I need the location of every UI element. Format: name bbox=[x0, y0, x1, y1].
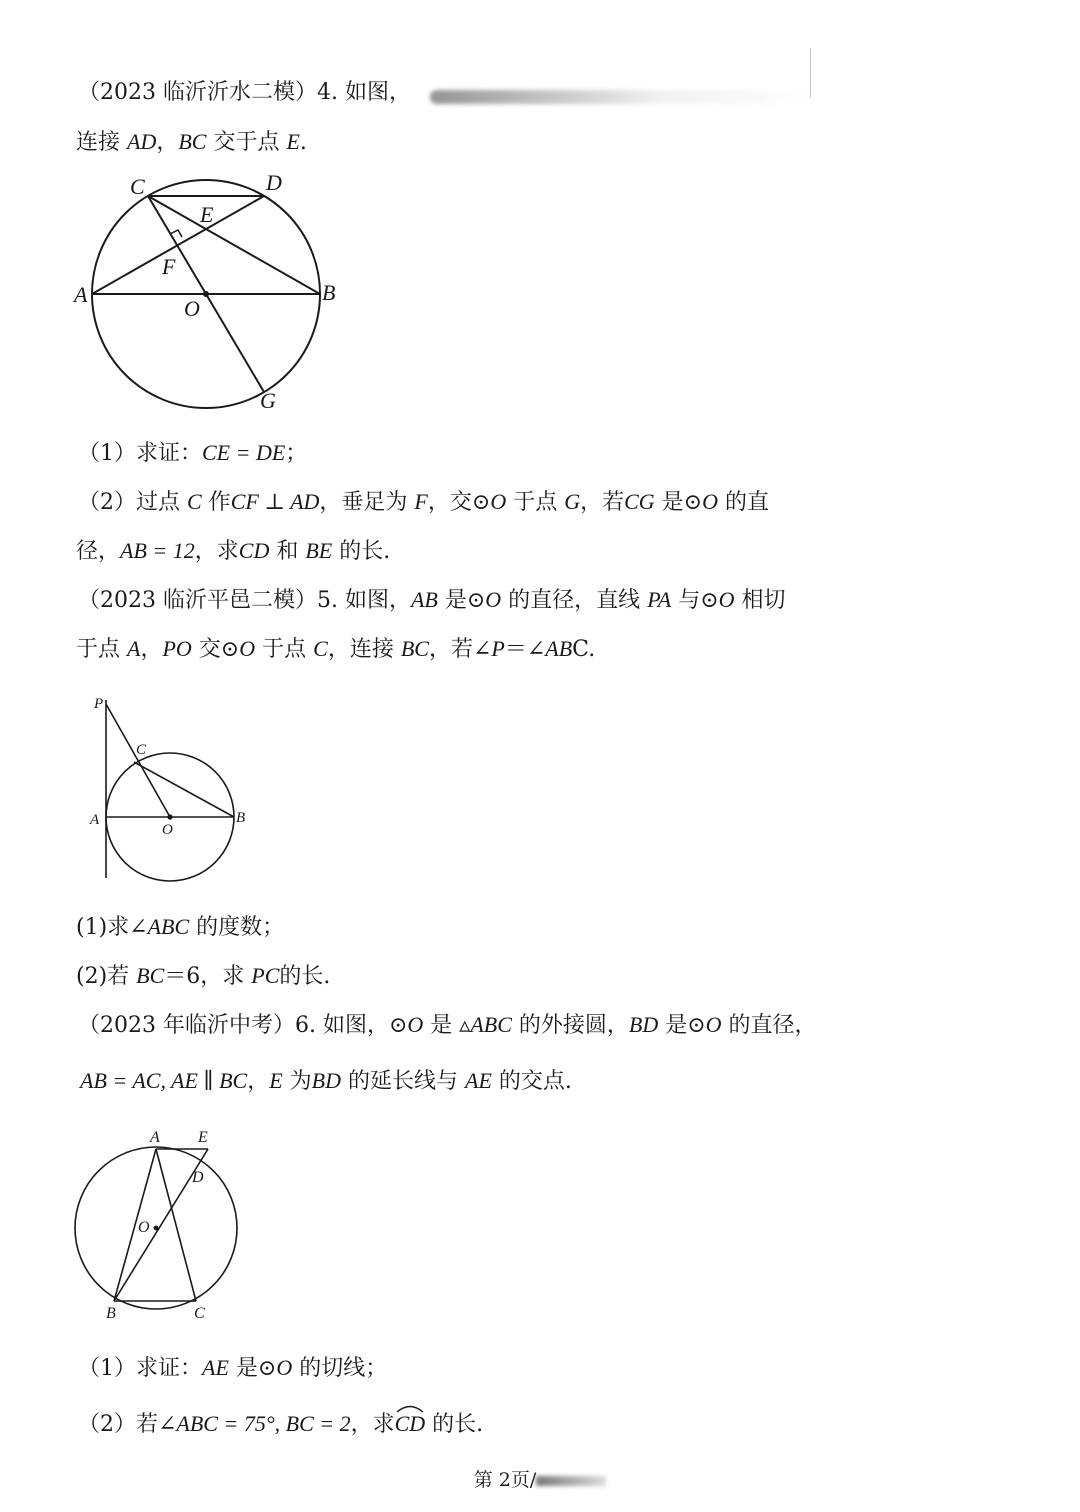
redacted-total bbox=[536, 1476, 606, 1486]
edge-mark bbox=[810, 48, 811, 98]
q5-part1: (1)求∠ABC 的度数； bbox=[76, 914, 285, 940]
arc-cd: CD bbox=[395, 1409, 426, 1439]
q4-label-b: B bbox=[322, 280, 336, 305]
q6-label-o: O bbox=[138, 1219, 150, 1236]
q6-label-e: E bbox=[198, 1129, 208, 1146]
q6-part1: （1）求证：AE 是⊙O 的切线； bbox=[78, 1355, 388, 1381]
q5-segment-bc bbox=[134, 762, 234, 817]
q4-figure bbox=[70, 170, 370, 420]
q4-label-c: C bbox=[130, 174, 145, 199]
q4-label-o: O bbox=[184, 296, 200, 321]
q4-header: （2023 临沂沂水二模）4. 如图， bbox=[78, 80, 411, 105]
q4-part2-line1: （2）过点 C 作CF ⊥ AD，垂足为 F，交⊙O 于点 G，若CG 是⊙O 的直 bbox=[78, 489, 769, 515]
q6-segment-ab bbox=[114, 1149, 156, 1301]
q5-center-dot bbox=[167, 814, 172, 819]
q5-label-b: B bbox=[236, 810, 246, 826]
q4-label-e: E bbox=[200, 202, 214, 227]
q4-part2-line2: 径，AB = 12，求CD 和 BE 的长. bbox=[76, 538, 391, 564]
q5-part2: (2)若 BC＝6，求 PC的长. bbox=[76, 963, 331, 989]
q4-label-a: A bbox=[74, 282, 88, 307]
q5-label-a: A bbox=[90, 812, 100, 828]
q5-segment-po bbox=[106, 704, 170, 817]
q6-center-dot bbox=[154, 1226, 159, 1231]
q6-segment-ac bbox=[156, 1149, 196, 1301]
q6-header: （2023 年临沂中考）6. 如图，⊙O 是 ▵ABC 的外接圆，BD 是⊙O 的直径， bbox=[78, 1012, 817, 1038]
q4-line2: 连接 AD，BC 交于点 E. bbox=[76, 129, 307, 155]
q6-line2: AB = AC, AE ∥ BC，E 为BD 的延长线与 AE 的交点. bbox=[80, 1068, 572, 1094]
arc-symbol-icon bbox=[395, 1403, 425, 1413]
q6-label-a: A bbox=[150, 1129, 160, 1146]
q4-part1: （1）求证：CE = DE； bbox=[78, 440, 308, 466]
q6-figure bbox=[68, 1124, 268, 1334]
page-footer: 第 2页/ bbox=[0, 1465, 1080, 1492]
q4-label-f: F bbox=[162, 254, 176, 279]
q5-label-o: O bbox=[162, 822, 173, 838]
q5-line2: 于点 A，PO 交⊙O 于点 C，连接 BC，若∠P＝∠ABC. bbox=[76, 636, 596, 662]
q4-segment-cb bbox=[148, 196, 320, 294]
q4-center-dot bbox=[203, 291, 209, 297]
q5-geometry bbox=[106, 700, 234, 881]
q4-label-d: D bbox=[266, 170, 282, 195]
q5-header: （2023 临沂平邑二模）5. 如图，AB 是⊙O 的直径，直线 PA 与⊙O 相切 bbox=[78, 587, 786, 613]
q5-figure bbox=[88, 692, 288, 892]
q6-label-d: D bbox=[192, 1169, 204, 1186]
q6-label-c: C bbox=[194, 1305, 205, 1322]
q5-label-p: P bbox=[94, 696, 104, 712]
q4-label-g: G bbox=[260, 388, 276, 413]
q6-label-b: B bbox=[106, 1305, 116, 1322]
q6-part2: （2）若∠ABC = 75°, BC = 2，求CD 的长. bbox=[78, 1409, 483, 1440]
redacted-text bbox=[430, 90, 810, 104]
q5-label-c: C bbox=[136, 742, 147, 758]
